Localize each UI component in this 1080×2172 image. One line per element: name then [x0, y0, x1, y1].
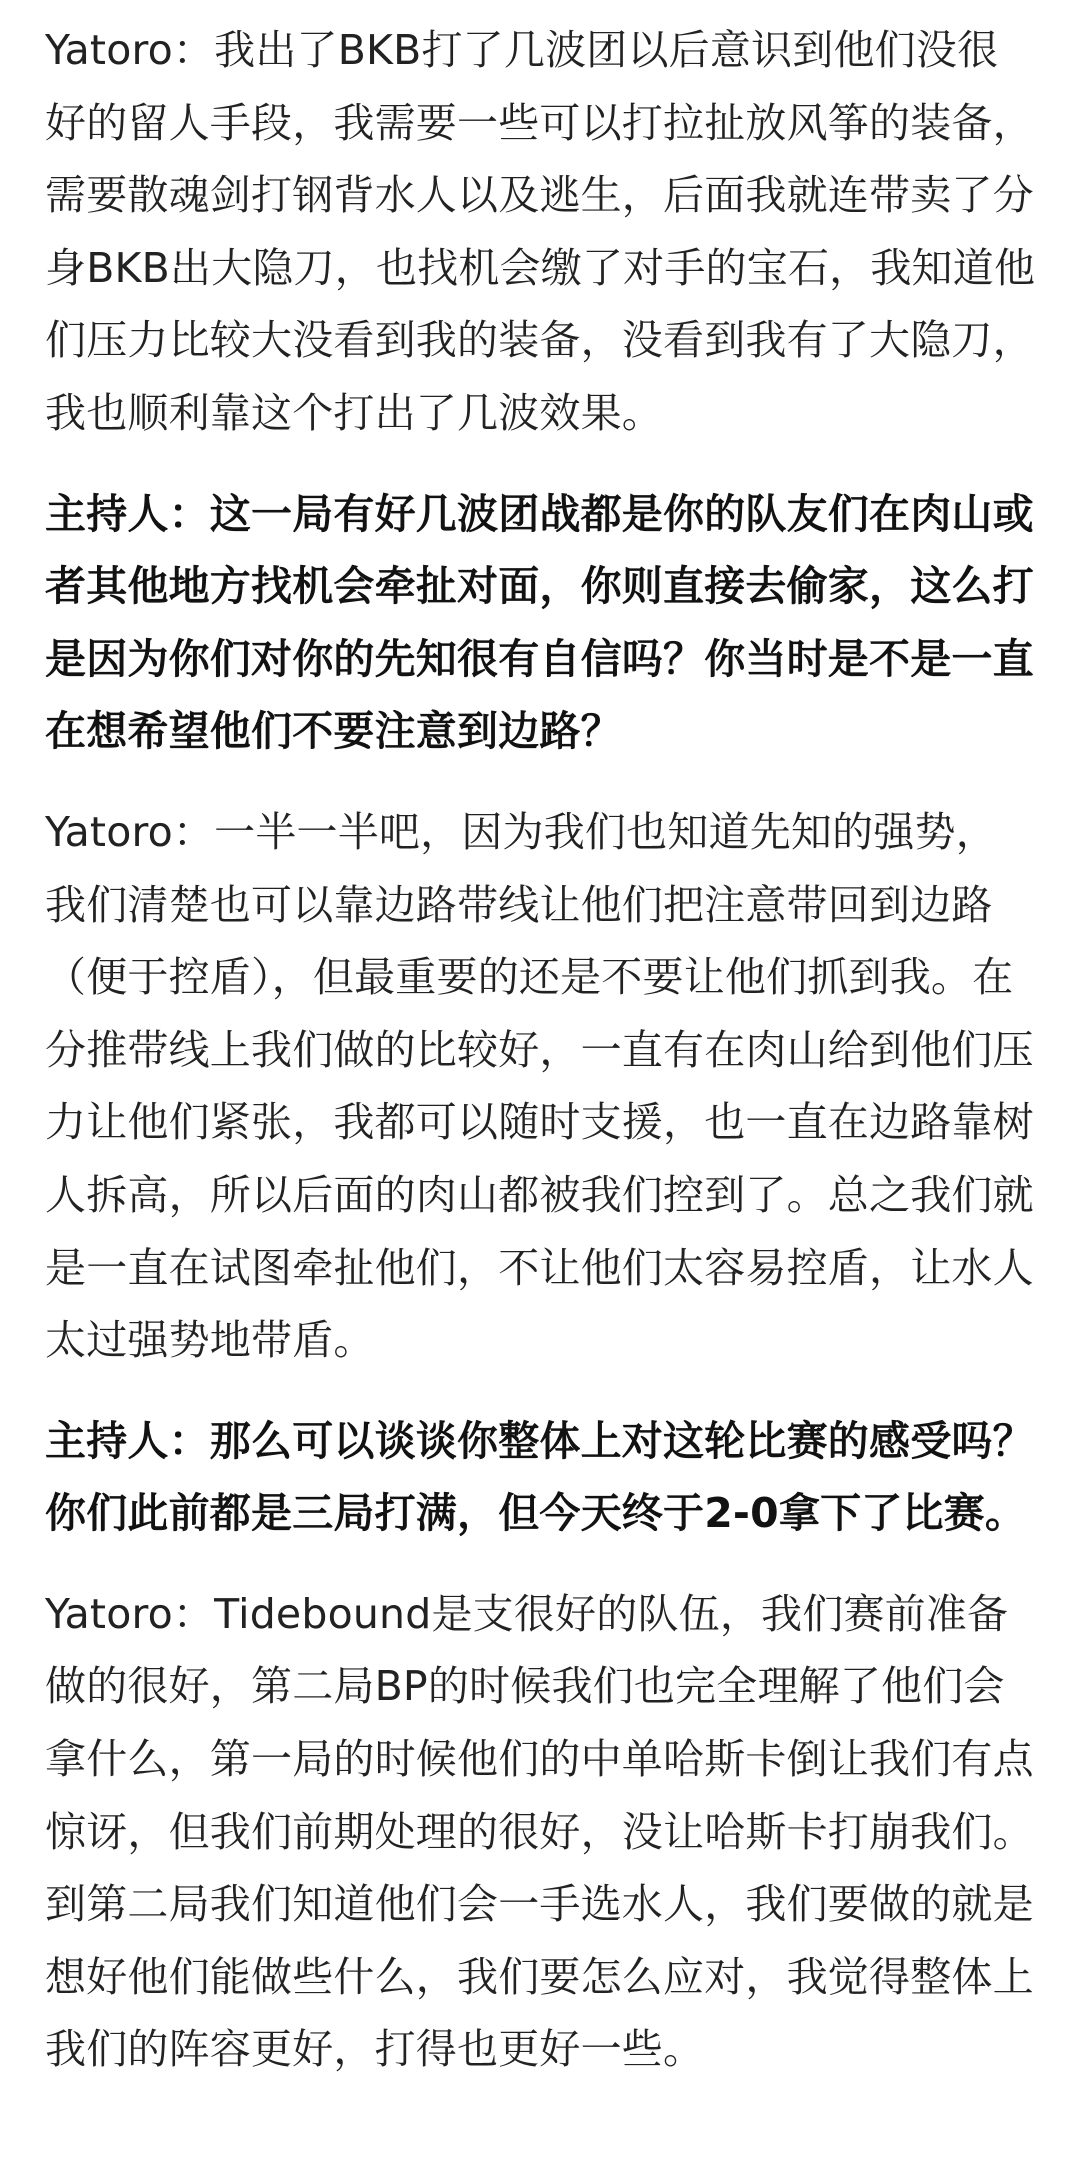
host-question-paragraph-1: 主持人：这一局有好几波团战都是你的队友们在肉山或者其他地方找机会牵扯对面，你则直接去偷家，这么打是因为你们对你的先知很有自信吗？你当时是不是一直在想希望他们不要注意到边路？: [45, 489, 1034, 756]
answer-paragraph-1: Yatoro：我出了BKB打了几波团以后意识到他们没很好的留人手段，我需要一些可以打拉扯放风筝的装备，需要散魂剑打钢背水人以及逃生，后面我就连带卖了分身BKB出大隐刀，也找机会缴了对手的宝石，我知道他们压力比较大没看到我的装备，没看到我有了大隐刀，我也顺利靠这个打出了几波效果。: [45, 26, 1036, 437]
host-question-paragraph-2: 主持人：那么可以谈谈你整体上对这轮比赛的感受吗？你们此前都是三局打满，但今天终于2-0拿下了比赛。: [45, 1416, 1034, 1538]
answer-paragraph-3: Yatoro：Tidebound是支很好的队伍，我们赛前准备做的很好，第二局BP的时候我们也完全理解了他们会拿什么，第一局的时候他们的中单哈斯卡倒让我们有点惊讶，但我们前期处理的很好，没让哈斯卡打崩我们。到第二局我们知道他们会一手选水人，我们要做的就是想好他们能做些什么，我们要怎么应对，我觉得整体上我们的阵容更好，打得也更好一些。: [45, 1589, 1034, 2074]
answer-paragraph-2: Yatoro：一半一半吧，因为我们也知道先知的强势，我们清楚也可以靠边路带线让他们把注意带回到边路（便于控盾），但最重要的还是不要让他们抓到我。在分推带线上我们做的比较好，一直有在肉山给到他们压力让他们紧张，我都可以随时支援，也一直在边路靠树人拆高，所以后面的肉山都被我们控到了。总之我们就是一直在试图牵扯他们，不让他们太容易控盾，让水人太过强势地带盾。: [45, 807, 1034, 1365]
